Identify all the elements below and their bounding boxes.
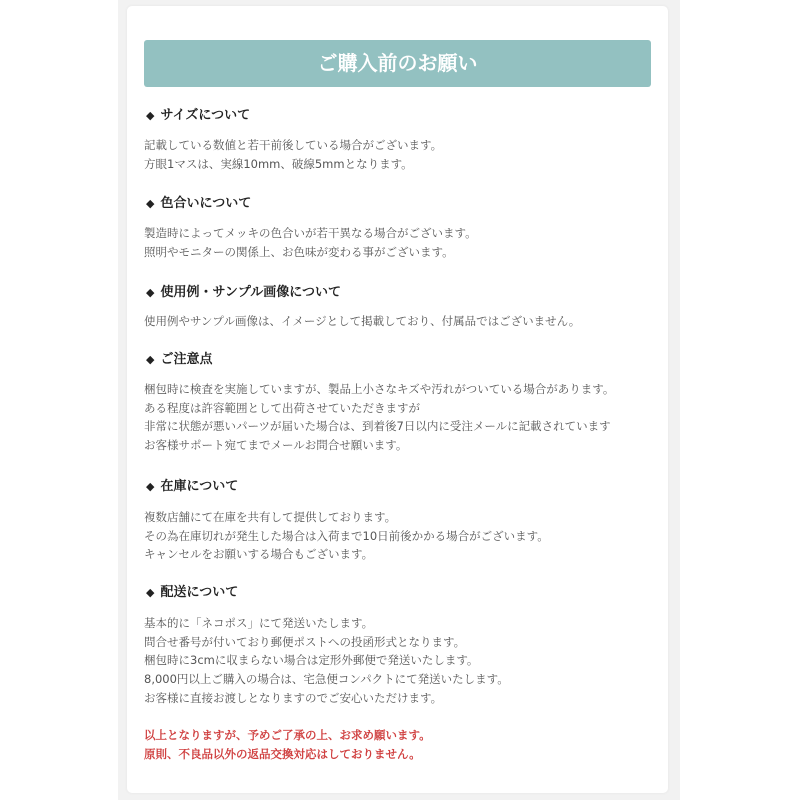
body-line: 製造時によってメッキの色合いが若干異なる場合がございます。 [144, 226, 477, 240]
body-line: お客様に直接お渡しとなりますのでご安心いただけます。 [144, 690, 443, 705]
section-heading [146, 104, 250, 123]
body-line: 問合せ番号が付いており郵便ポストへの投函形式となります。 [144, 634, 466, 649]
body-line: キャンセルをお願いする場合もございます。 [144, 547, 374, 562]
section-body [144, 312, 580, 331]
body-line: 梱包時に3cmに収まらない場合は定形外郵便で発送いたします。 [144, 653, 479, 668]
body-line: お客様サポート宛てまでメールお問合せ願います。 [144, 438, 408, 453]
diamond-icon: ◆ [146, 480, 155, 493]
diamond-icon: ◆ [146, 286, 155, 299]
diamond-icon: ◆ [146, 353, 155, 366]
section-body [144, 508, 549, 564]
diamond-icon: ◆ [146, 586, 155, 599]
section-body [144, 380, 614, 455]
body-line: その為在庫切れが発生した場合は入荷まで10日前後かかる場合がございます。 [144, 528, 549, 543]
body-line: 記載している数値と若干前後している場合がございます。 [144, 138, 443, 152]
section-heading [146, 348, 212, 367]
heading-text: 在庫について [160, 479, 239, 494]
heading-text: ご注意点 [160, 352, 213, 367]
body-line: ある程度は許容範囲として出荷させていただきますが [144, 400, 420, 415]
section-body [144, 614, 509, 707]
notice-line: 原則、不良品以外の返品交換対応はしておりません。 [144, 746, 421, 761]
diamond-icon: ◆ [146, 197, 155, 210]
body-line: 方眼1マスは、実線10mm、破線5mmとなります。 [144, 156, 413, 171]
section-heading [146, 581, 238, 600]
page-title: ご購入前のお願い [144, 40, 651, 87]
body-line: 梱包時に検査を実施していますが、製品上小さなキズや汚れがついている場合があります。 [144, 382, 615, 396]
body-line: 8,000円以上ご購入の場合は、宅急便コンパクトにて発送いたします。 [144, 672, 509, 687]
body-line: 使用例やサンプル画像は、イメージとして掲載しており、付属品ではございません。 [144, 314, 581, 328]
section-heading [146, 475, 238, 494]
section-heading [146, 192, 251, 211]
notice-line: 以上となりますが、予めご了承の上、お求め願います。 [144, 728, 431, 742]
heading-text: サイズについて [160, 108, 251, 123]
section-heading [146, 281, 341, 300]
diamond-icon: ◆ [146, 109, 155, 122]
heading-text: 配送について [160, 585, 239, 600]
body-line: 基本的に「ネコポス」にて発送いたします。 [144, 616, 374, 630]
section-body [144, 224, 477, 261]
body-line: 照明やモニターの関係上、お色味が変わる事がございます。 [144, 244, 454, 259]
body-line: 複数店舗にて在庫を共有して提供しております。 [144, 510, 397, 524]
body-line: 非常に状態が悪いパーツが届いた場合は、到着後7日以内に受注メールに記載されています [144, 419, 611, 434]
heading-text: 使用例・サンプル画像について [160, 285, 342, 300]
section-body [144, 136, 442, 173]
heading-text: 色合いについて [160, 196, 252, 211]
notice-text [144, 726, 431, 763]
